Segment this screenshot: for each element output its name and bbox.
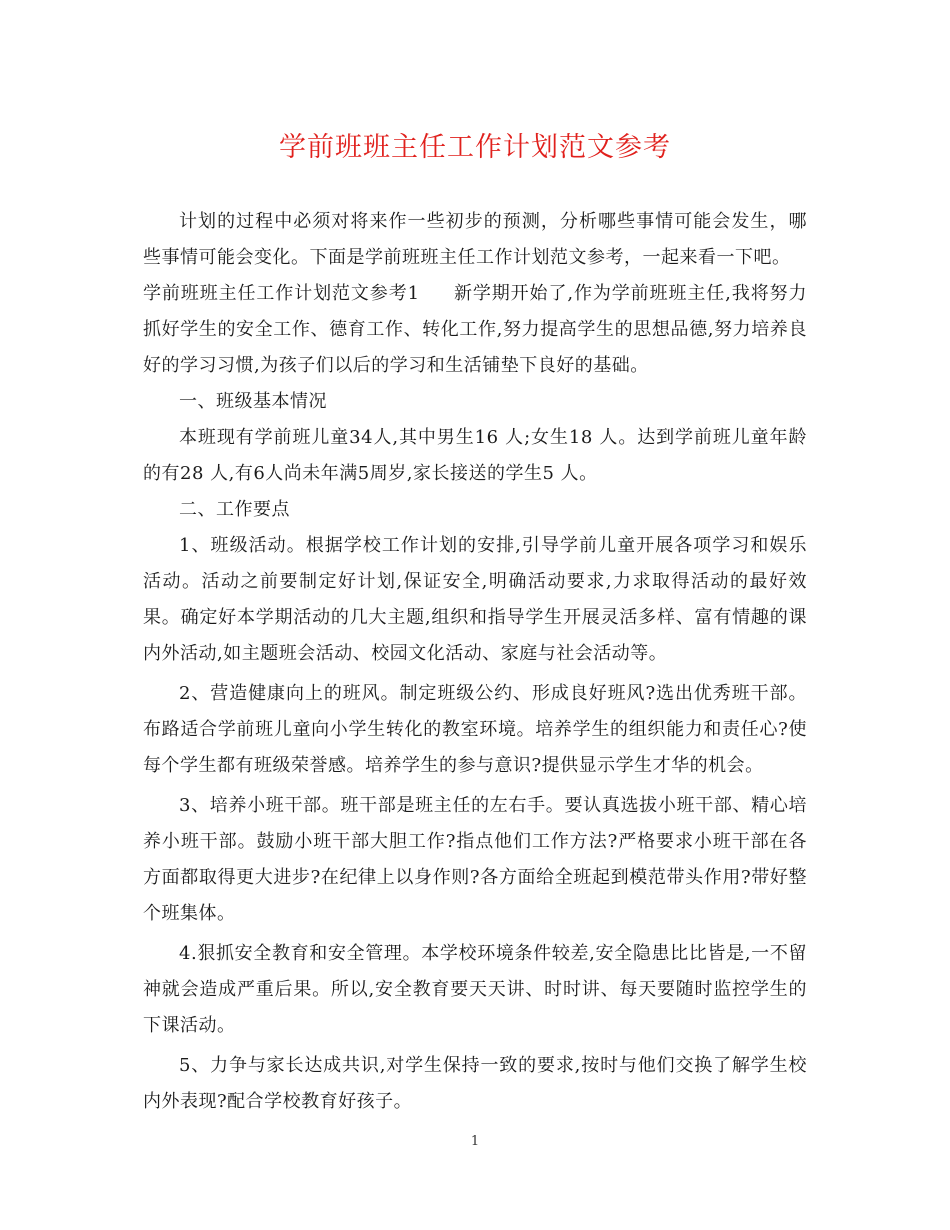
page-number: 1 (470, 1134, 480, 1149)
section-1-body: 本班现有学前班儿童34人,其中男生16 人;女生18 人。达到学前班儿童年龄的有28 人,有6人尚未年满5周岁,家长接送的学生5 人。 (143, 427, 807, 484)
work-point-3: 3、培养小班干部。班干部是班主任的左右手。要认真选拔小班干部、精心培养小班干部。鼓励小班干部大胆工作?指点他们工作方法?严格要求小班干部在各方面都取得更大进步?在纪律上以身作则?各方面给全班起到模范带头作用?带好整个班集体。 (143, 795, 807, 924)
sub-title: 学前班班主任工作计划范文参考1 (143, 283, 420, 304)
sub-title-paragraph (143, 276, 807, 384)
work-point-5: 5、力争与家长达成共识,对学生保持一致的要求,按时与他们交换了解学生校内外表现?配合学校教育好孩子。 (143, 1055, 807, 1112)
intro-paragraph: 计划的过程中必须对将来作一些初步的预测，分析哪些事情可能会发生，哪些事情可能会变化。下面是学前班班主任工作计划范文参考，一起来看一下吧。 (143, 211, 807, 268)
section-2-heading: 二、工作要点 (179, 499, 290, 520)
work-point-2: 2、营造健康向上的班风。制定班级公约、形成良好班风?选出优秀班干部。布路适合学前班儿童向小学生转化的教室环境。培养学生的组织能力和责任心?使每个学生都有班级荣誉感。培养学生的参与意识?提供显示学生才华的机会。 (143, 683, 807, 776)
first-paragraph: 新学期开始了,作为学前班班主任,我将努力抓好学生的安全工作、德育工作、转化工作,努力提高学生的思想品德,努力培养良好的学习习惯,为孩子们以后的学习和生活铺垫下良好的基础。 (143, 283, 808, 376)
document-title: 学前班班主任工作计划范文参考 (279, 132, 671, 163)
work-point-4: 4.狠抓安全教育和安全管理。本学校环境条件较差,安全隐患比比皆是,一不留神就会造成严重后果。所以,安全教育要天天讲、时时讲、每天要随时监控学生的下课活动。 (143, 943, 807, 1036)
work-point-1: 1、班级活动。根据学校工作计划的安排,引导学前儿童开展各项学习和娱乐活动。活动之前要制定好计划,保证安全,明确活动要求,力求取得活动的最好效果。确定好本学期活动的几大主题,组织和指导学生开展灵活多样、富有情趣的课内外活动,如主题班会活动、校园文化活动、家庭与社会活动等。 (143, 535, 807, 664)
document-body (143, 204, 807, 1120)
section-1-heading: 一、班级基本情况 (179, 391, 327, 412)
